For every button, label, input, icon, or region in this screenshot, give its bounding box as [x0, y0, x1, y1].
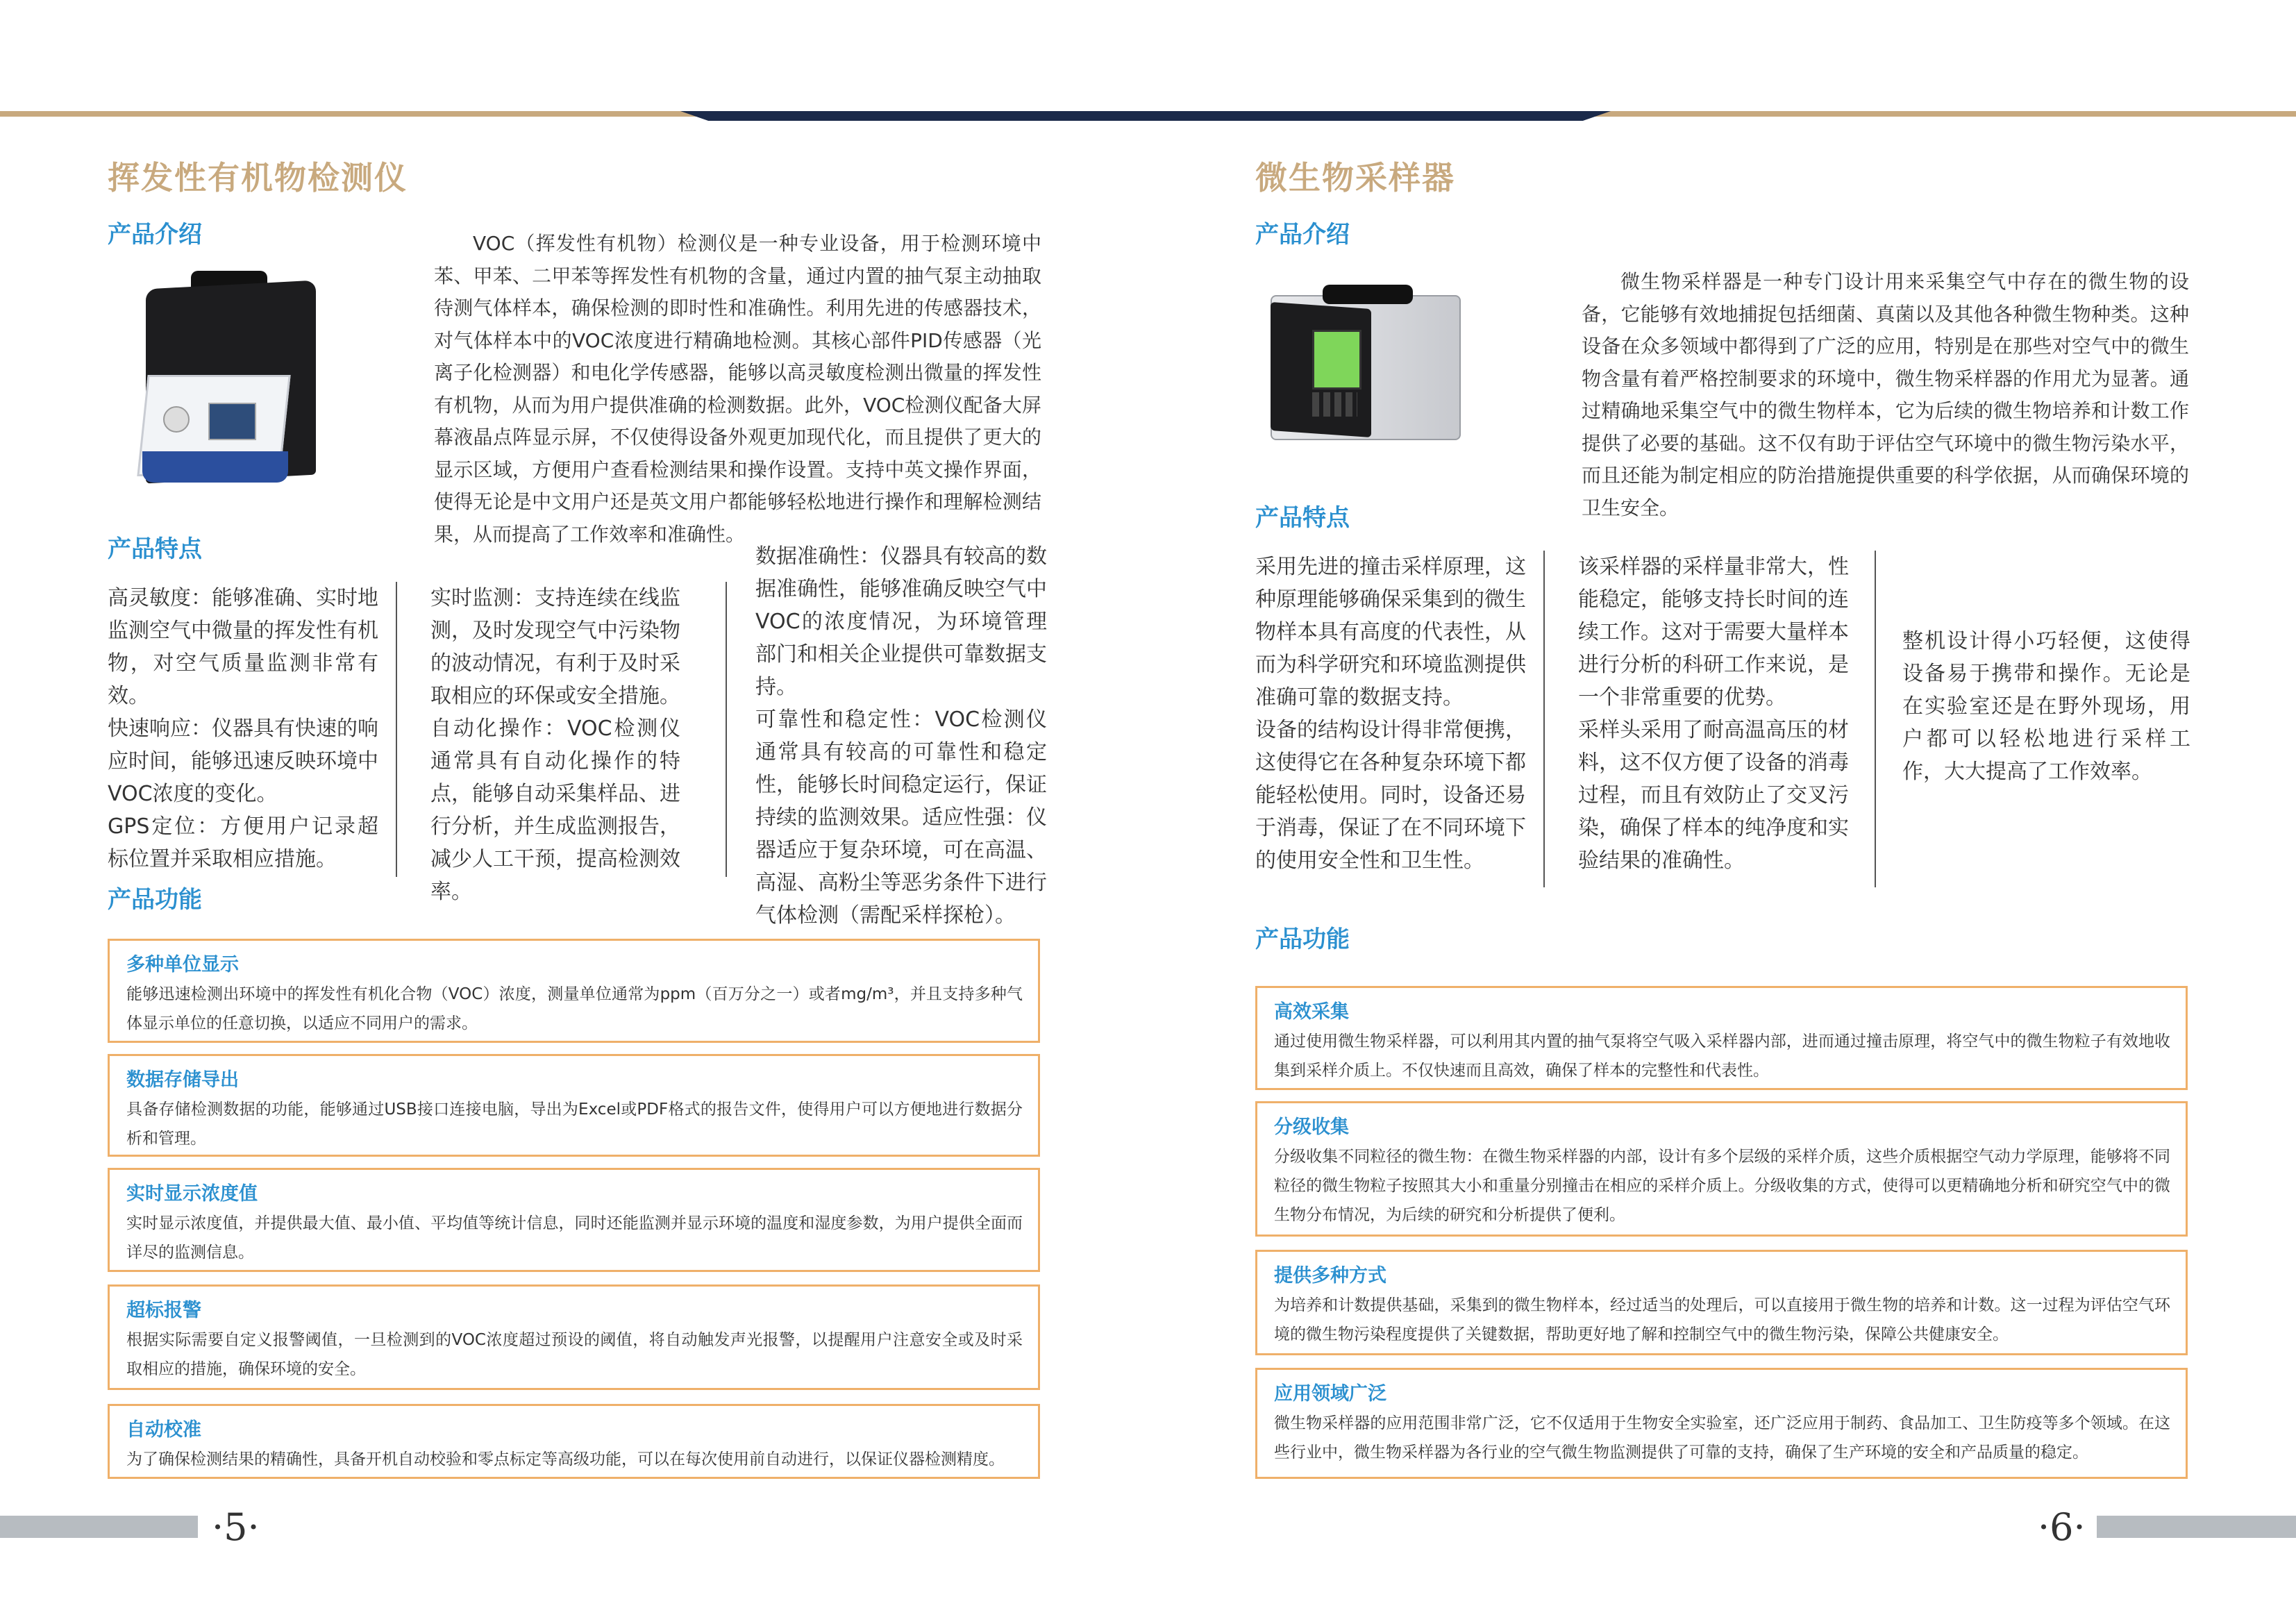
function-box — [108, 1404, 1040, 1479]
function-box — [1255, 1368, 2188, 1479]
features-column-3-left — [755, 540, 1047, 932]
column-divider — [1875, 551, 1876, 887]
function-text: 具备存储检测数据的功能，能够通过USB接口连接电脑，导出为Excel或PDF格式的报告文件，使得用户可以方便地进行数据分析和管理。 — [126, 1100, 1023, 1148]
feature-item: 实时监测：支持连续在线监测，及时发现空气中污染物的波动情况，有利于及时采取相应的环保或安全措施。 — [430, 586, 680, 708]
feature-item: 高灵敏度：能够准确、实时地监测空气中微量的挥发性有机物，对空气质量监测非常有效。 — [108, 586, 378, 708]
top-navy-band — [680, 111, 1611, 121]
function-title: 应用领域广泛 — [1274, 1383, 1386, 1405]
page-title-left: 挥发性有机物检测仪 — [108, 159, 408, 196]
feature-item: 自动化操作：VOC检测仪通常具有自动化操作的特点，能够自动采集样品、进行分析，并生成监测报告，减少人工干预，提高检测效率。 — [430, 717, 680, 904]
features-column-3-right — [1902, 625, 2190, 788]
function-title: 自动校准 — [126, 1419, 201, 1441]
function-box — [108, 939, 1040, 1043]
function-title: 数据存储导出 — [126, 1069, 239, 1091]
feature-item: 快速响应：仪器具有快速的响应时间，能够迅速反映环境中VOC浓度的变化。 — [108, 717, 378, 806]
function-title: 高效采集 — [1274, 1001, 1349, 1023]
column-divider — [726, 582, 727, 877]
feature-item: GPS定位：方便用户记录超标位置并采取相应措施。 — [108, 814, 378, 871]
function-box — [1255, 1101, 2188, 1237]
function-text: 微生物采样器的应用范围非常广泛，它不仅适用于生物安全实验室，还广泛应用于制药、食品加工、卫生防疫等多个领域。在这些行业中，微生物采样器为各行业的空气微生物监测提供了可靠的支持，确保了生产环境的安全和产品质量的稳定。 — [1274, 1414, 2170, 1462]
features-heading-left: 产品特点 — [108, 535, 202, 563]
functions-heading-right: 产品功能 — [1255, 926, 1350, 953]
intro-text-left: VOC（挥发性有机物）检测仪是一种专业设备，用于检测环境中苯、甲苯、二甲苯等挥发性有机物的含量，通过内置的抽气泵主动抽取待测气体样本，确保检测的即时性和准确性。利用先进的传感器技术，对气体样本中的VOC浓度进行精确地检测。其核心部件PID传感器（光离子化检测器）和电化学传感器，能够以高灵敏度检测出微量的挥发性有机物，从而为用户提供准确的检测数据。此外，VOC检测仪配备大屏幕液晶点阵显示屏，不仅使得设备外观更加现代化，而且提供了更大的显示区域，方便用户查看检测结果和操作设置。支持中英文操作界面，使得无论是中文用户还是英文用户都能够轻松地进行操作和理解检测结果，从而提高了工作效率和准确性。 — [434, 232, 1041, 546]
feature-item: 该采样器的采样量非常大，性能稳定，能够支持长时间的连续工作。这对于需要大量样本进行分析的科研工作来说，是一个非常重要的优势。 — [1578, 555, 1849, 710]
intro-heading-left: 产品介绍 — [108, 221, 202, 249]
page-title-right: 微生物采样器 — [1255, 159, 1455, 196]
footer-bar-right — [2097, 1516, 2296, 1538]
page-number-right: ·6· — [2038, 1505, 2086, 1549]
function-title: 提供多种方式 — [1274, 1265, 1386, 1287]
function-text: 为了确保检测结果的精确性，具备开机自动校验和零点标定等高级功能，可以在每次使用前自动进行，以保证仪器检测精度。 — [126, 1450, 1005, 1468]
function-text: 实时显示浓度值，并提供最大值、最小值、平均值等统计信息，同时还能监测并显示环境的温度和湿度参数，为用户提供全面而详尽的监测信息。 — [126, 1214, 1023, 1262]
functions-heading-left: 产品功能 — [108, 886, 202, 914]
page-number-left: ·5· — [212, 1505, 260, 1549]
footer-bar-left — [0, 1516, 198, 1538]
feature-item: 设备的结构设计得非常便携，这使得它在各种复杂环境下都能轻松使用。同时，设备还易于消毒，保证了在不同环境下的使用安全性和卫生性。 — [1255, 718, 1526, 873]
feature-item: 采用先进的撞击采样原理，这种原理能够确保采集到的微生物样本具有高度的代表性，从而为科学研究和环境监测提供准确可靠的数据支持。 — [1255, 555, 1526, 710]
feature-item: 可靠性和稳定性：VOC检测仪通常具有较高的可靠性和稳定性，能够长时间稳定运行，保证持续的监测效果。适应性强：仪器适应于复杂环境，可在高温、高湿、高粉尘等恶劣条件下进行气体检测（需配采样探枪）。 — [755, 708, 1047, 928]
function-title: 实时显示浓度值 — [126, 1183, 258, 1205]
column-divider — [396, 582, 397, 877]
features-column-2-left — [430, 582, 680, 908]
features-column-2-right — [1578, 551, 1849, 877]
intro-heading-right: 产品介绍 — [1255, 221, 1350, 249]
features-column-1-left — [108, 582, 378, 876]
features-column-1-right — [1255, 551, 1526, 877]
feature-item: 采样头采用了耐高温高压的材料，这不仅方便了设备的消毒过程，而且有效防止了交叉污染，确保了样本的纯净度和实验结果的准确性。 — [1578, 718, 1849, 873]
function-text: 为培养和计数提供基础，采集到的微生物样本，经过适当的处理后，可以直接用于微生物的培养和计数。这一过程为评估空气环境的微生物污染程度提供了关键数据，帮助更好地了解和控制空气中的微生物污染，保障公共健康安全。 — [1274, 1296, 2170, 1343]
function-title: 超标报警 — [126, 1300, 201, 1321]
feature-item: 数据准确性：仪器具有较高的数据准确性，能够准确反映空气中VOC的浓度情况，为环境管理部门和相关企业提供可靠数据支持。 — [755, 544, 1047, 699]
function-box — [108, 1168, 1040, 1272]
function-text: 分级收集不同粒径的微生物：在微生物采样器的内部，设计有多个层级的采样介质，这些介质根据空气动力学原理，能够将不同粒径的微生物粒子按照其大小和重量分别撞击在相应的采样介质上。分级收集的方式，使得可以更精确地分析和研究空气中的微生物分布情况，为后续的研究和分析提供了便利。 — [1274, 1148, 2170, 1224]
feature-item: 整机设计得小巧轻便，这使得设备易于携带和操作。无论是在实验室还是在野外现场，用户都可以轻松地进行采样工作，大大提高了工作效率。 — [1902, 629, 2190, 784]
function-text: 通过使用微生物采样器，可以利用其内置的抽气泵将空气吸入采样器内部，进而通过撞击原理，将空气中的微生物粒子有效地收集到采样介质上。不仅快速而且高效，确保了样本的完整性和代表性。 — [1274, 1032, 2170, 1080]
function-title: 多种单位显示 — [126, 954, 239, 976]
features-heading-right: 产品特点 — [1255, 504, 1350, 532]
function-title: 分级收集 — [1274, 1116, 1349, 1138]
function-box — [1255, 986, 2188, 1090]
function-box — [1255, 1250, 2188, 1355]
column-divider — [1543, 551, 1545, 887]
function-box — [108, 1284, 1040, 1390]
intro-text-right: 微生物采样器是一种专门设计用来采集空气中存在的微生物的设备，它能够有效地捕捉包括细菌、真菌以及其他各种微生物种类。这种设备在众多领域中都得到了广泛的应用，特别是在那些对空气中的微生物含量有着严格控制要求的环境中，微生物采样器的作用尤为显著。通过精确地采集空气中的微生物样本，它为后续的微生物培养和计数工作提供了必要的基础。这不仅有助于评估空气环境中的微生物污染水平，而且还能为制定相应的防治措施提供重要的科学依据，从而确保环境的卫生安全。 — [1582, 270, 2189, 519]
function-text: 能够迅速检测出环境中的挥发性有机化合物（VOC）浓度，测量单位通常为ppm（百万分之一）或者mg/m³，并且支持多种气体显示单位的任意切换，以适应不同用户的需求。 — [126, 985, 1023, 1032]
function-box — [108, 1054, 1040, 1157]
function-text: 根据实际需要自定义报警阈值，一旦检测到的VOC浓度超过预设的阈值，将自动触发声光报警，以提醒用户注意安全或及时采取相应的措施，确保环境的安全。 — [126, 1331, 1023, 1378]
